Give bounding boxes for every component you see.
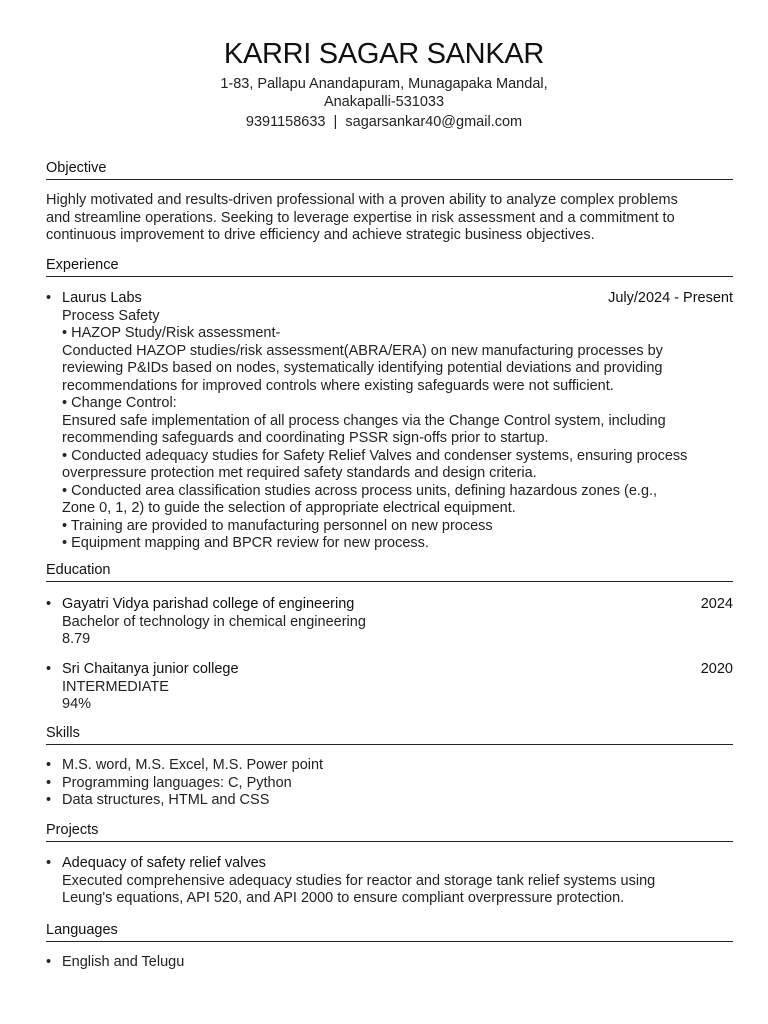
bullet: • — [46, 596, 52, 612]
experience-line: • Conducted area classification studies across process units, defining hazardous zones (e.g., — [62, 482, 658, 499]
section-title-languages: Languages — [46, 922, 733, 942]
education-header-row — [62, 596, 733, 614]
address-line-2: Anakapalli-531033 — [323, 94, 445, 110]
objective-line: and streamline operations. Seeking to leverage expertise in risk assessment and a commitment to — [46, 209, 675, 226]
bullet: • — [46, 855, 52, 871]
education-header-row — [62, 661, 733, 679]
objective-line: continuous improvement to drive efficiency and achieve strategic business objectives. — [46, 227, 595, 243]
experience-line: • Change Control: — [62, 395, 177, 411]
language-text: English and Telugu — [62, 954, 185, 970]
project-name: Adequacy of safety relief valves — [62, 855, 266, 871]
project-content — [62, 855, 733, 908]
experience-line: Conducted HAZOP studies/risk assessment(ABRA/ERA) on new manufacturing processes by — [62, 342, 663, 359]
experience-line: • Conducted adequacy studies for Safety Relief Valves and condenser systems, ensuring process — [62, 447, 688, 464]
contact-line — [0, 114, 768, 130]
bullet: • — [46, 290, 52, 306]
education-content — [62, 661, 733, 714]
skill-text: Programming languages: C, Python — [62, 774, 292, 791]
experience-content — [62, 290, 733, 553]
experience-line: • HAZOP Study/Risk assessment- — [62, 325, 281, 341]
list-item — [46, 792, 733, 810]
address — [0, 75, 768, 111]
bullet: • — [46, 774, 52, 791]
phone-number: 9391158633 — [245, 114, 326, 130]
section-title-skills: Skills — [46, 725, 733, 745]
experience-line: recommending safeguards and coordinating PSSR sign-offs prior to startup. — [62, 430, 549, 446]
project-header-row — [62, 855, 733, 873]
education-content — [62, 596, 733, 649]
graduation-year: 2020 — [700, 661, 733, 677]
list-item — [46, 775, 733, 793]
experience-line: overpressure protection met required safety standards and design criteria. — [62, 465, 537, 481]
experience-line: recommendations for improved controls where existing safeguards were not sufficient. — [62, 377, 614, 394]
degree: INTERMEDIATE — [62, 678, 169, 695]
degree: Bachelor of technology in chemical engineering — [62, 613, 366, 630]
score: 8.79 — [62, 631, 91, 647]
bullet: • — [46, 792, 52, 808]
employment-dates: July/2024 - Present — [608, 290, 733, 306]
candidate-name: KARRI SAGAR SANKAR — [223, 38, 545, 70]
institution-name: Sri Chaitanya junior college — [62, 661, 239, 677]
email-address: sagarsankar40@gmail.com — [345, 114, 523, 130]
experience-line: Process Safety — [62, 307, 160, 324]
institution-name: Gayatri Vidya parishad college of engineering — [62, 596, 355, 612]
bullet: • — [46, 954, 52, 970]
company-name: Laurus Labs — [62, 290, 142, 306]
skill-text: M.S. word, M.S. Excel, M.S. Power point — [62, 757, 324, 773]
section-title-objective: Objective — [46, 160, 733, 180]
graduation-year: 2024 — [700, 596, 733, 612]
skill-text: Data structures, HTML and CSS — [62, 792, 270, 808]
section-title-education: Education — [46, 562, 733, 582]
project-line: Executed comprehensive adequacy studies for reactor and storage tank relief systems using — [62, 872, 656, 889]
list-item — [46, 954, 733, 972]
score: 94% — [62, 696, 92, 712]
experience-line: Zone 0, 1, 2) to guide the selection of appropriate electrical equipment. — [62, 500, 516, 516]
objective-text — [46, 192, 736, 245]
experience-line: • Equipment mapping and BPCR review for new process. — [62, 535, 429, 551]
contact-separator: | — [333, 114, 338, 130]
section-title-projects: Projects — [46, 822, 733, 842]
experience-line: Ensured safe implementation of all process changes via the Change Control system, including — [62, 412, 666, 429]
list-item — [46, 757, 733, 775]
languages-list — [46, 954, 733, 972]
skills-list — [46, 757, 733, 810]
bullet: • — [46, 757, 52, 773]
experience-line: • Training are provided to manufacturing personnel on new process — [62, 517, 493, 534]
section-title-experience: Experience — [46, 257, 733, 277]
bullet: • — [46, 661, 52, 677]
project-line: Leung's equations, API 520, and API 2000 to ensure compliant overpressure protection. — [62, 890, 625, 906]
experience-line: reviewing P&IDs based on nodes, systematically identifying potential deviations and providing — [62, 360, 663, 376]
objective-line: Highly motivated and results-driven professional with a proven ability to analyze complex problems — [46, 192, 678, 208]
address-line-1: 1-83, Pallapu Anandapuram, Munagapaka Mandal, — [220, 76, 548, 92]
experience-header-row — [62, 290, 733, 308]
